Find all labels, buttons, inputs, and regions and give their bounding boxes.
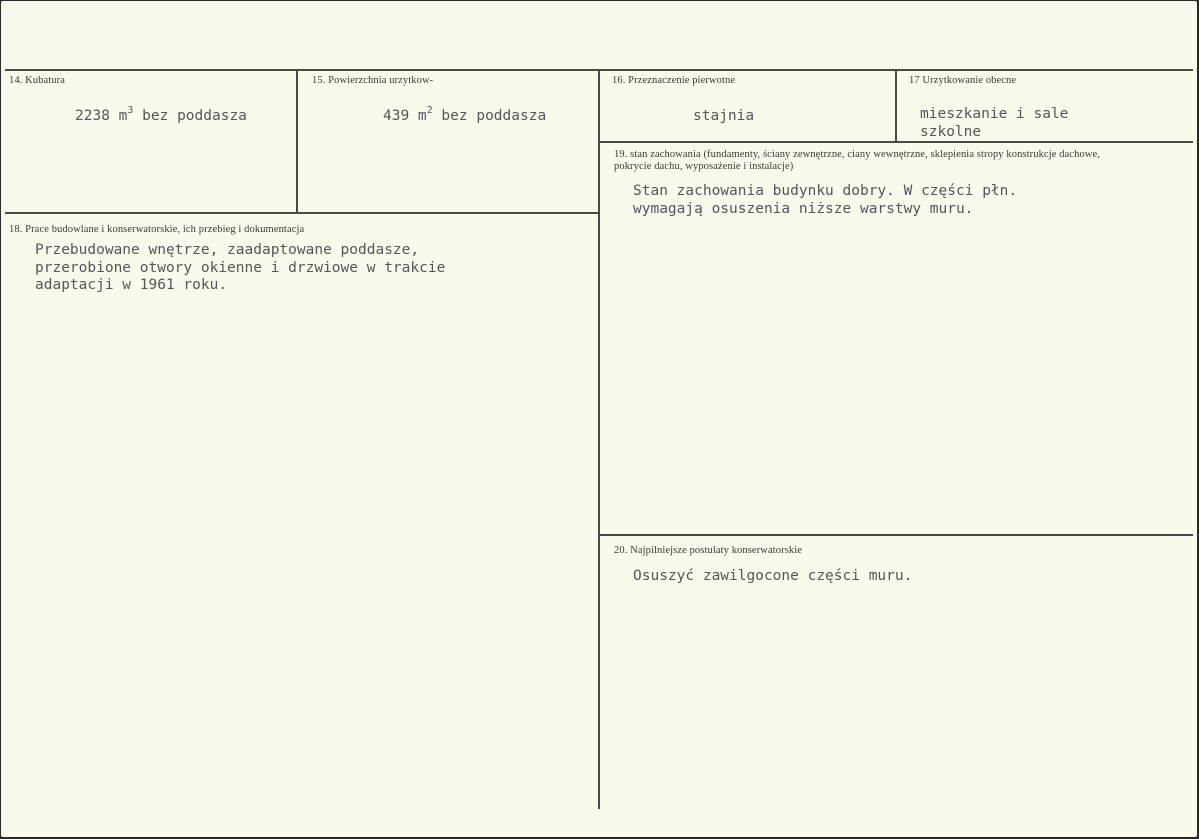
- field-15-value: [383, 105, 547, 126]
- field-20-value: Osuszyć zawilgocone części muru.: [633, 568, 913, 584]
- field-17-value: mieszkanie i sale szkolne: [920, 106, 1069, 140]
- field-15-exponent: 2: [426, 105, 433, 116]
- field-14-value: [75, 105, 247, 126]
- inventory-card: [1, 1, 1197, 837]
- field-14-number: 2238 m: [75, 108, 128, 124]
- field-18-value: Przebudowane wnętrze, zaadaptowane poddasze, przerobione otwory okienne i drzwiowe w trakcie adaptacji w 1961 roku.: [35, 242, 446, 293]
- field-14-exponent: 3: [127, 105, 134, 116]
- divider-15-16: [598, 69, 600, 809]
- rule-above-19: [600, 141, 1193, 143]
- rule-above-20: [600, 534, 1193, 536]
- field-20-label: 20. Najpilniejsze postulaty konserwatorskie: [614, 545, 803, 556]
- field-15-label: 15. Powierzchnia urzytkow-: [312, 75, 434, 86]
- rule-above-18: [5, 212, 598, 214]
- field-18-label: 18. Prace budowlane i konserwatorskie, ich przebieg i dokumentacja: [9, 224, 305, 235]
- field-19-value: Stan zachowania budynku dobry. W części płn. wymagają osuszenia niższe warstwy muru.: [633, 183, 1018, 217]
- field-17-label: 17 Urzytkowanie obecne: [909, 75, 1017, 86]
- field-19-label: 19. stan zachowania (fundamenty, ściany zewnętrzne, ciany wewnętrzne, sklepienia stropy konstrukcje dachowe, pokrycie dachu, wyposażenie i instalacje): [614, 149, 1100, 172]
- field-16-label: 16. Przeznaczenie pierwotne: [612, 75, 736, 86]
- divider-14-15: [296, 69, 298, 214]
- divider-16-17: [895, 69, 897, 142]
- field-15-rest: bez poddasza: [432, 108, 547, 124]
- field-15-number: 439 m: [383, 108, 427, 124]
- field-16-value: stajnia: [693, 108, 755, 124]
- field-14-rest: bez poddasza: [133, 108, 247, 124]
- field-14-label: 14. Kubatura: [9, 75, 66, 86]
